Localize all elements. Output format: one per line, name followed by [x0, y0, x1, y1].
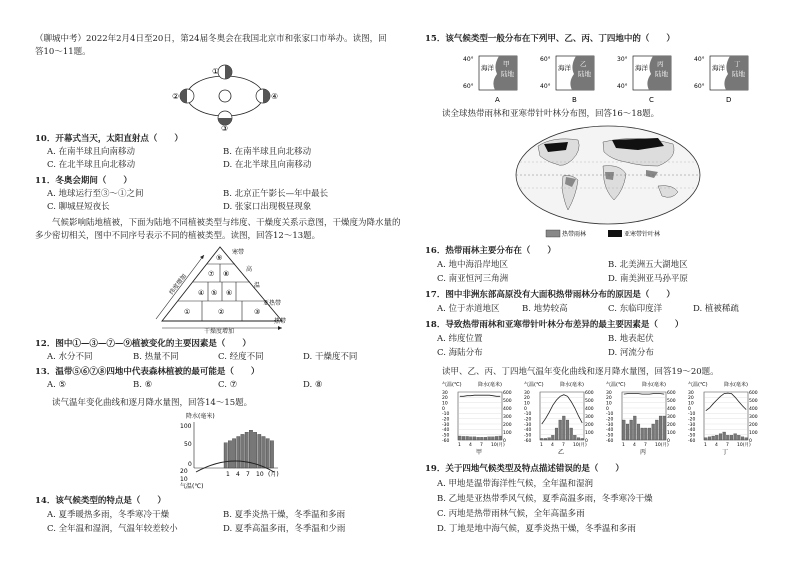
- precip-bar: [626, 424, 629, 440]
- t-tick: -10: [442, 412, 450, 418]
- precip-bar: [473, 437, 476, 440]
- precip-axis-label: 降水(毫米): [560, 382, 584, 388]
- orbit-label: ③: [221, 124, 229, 132]
- four-climate-charts: [440, 380, 770, 460]
- land-label: 陆地: [655, 70, 668, 78]
- precip-bar: [466, 436, 469, 440]
- q14-option-b[interactable]: B. 夏季炎热干燥，冬季温和多雨: [223, 510, 346, 520]
- t-tick: 20: [524, 396, 530, 402]
- vegetation-triangle: [150, 243, 290, 335]
- q10-option-b[interactable]: B. 在南半球且向北移动: [223, 147, 312, 157]
- month-tick: 10(月): [737, 443, 751, 448]
- precip-bar: [480, 437, 483, 440]
- t-tick: 30: [524, 390, 530, 396]
- intro-line1: （聊城中考）2022年2月4日至20日，第24届冬奥会在我国北京市和张家口市举办。读图，回: [35, 34, 387, 44]
- precip-bar: [648, 428, 651, 440]
- precip-bar: [232, 439, 235, 468]
- precip-bar: [458, 436, 461, 440]
- p-tick: 0: [503, 438, 506, 444]
- precip-bar: [630, 420, 633, 440]
- q17-option-b[interactable]: B. 地势较高: [522, 304, 568, 314]
- triangle-cell: ①: [184, 308, 191, 316]
- q16-option-a[interactable]: A. 地中海沿岸地区: [437, 260, 509, 270]
- t-tick: -10: [606, 412, 614, 418]
- p-tick: 500: [503, 398, 512, 404]
- precip-bar: [237, 437, 240, 469]
- precip-bar: [633, 416, 636, 440]
- q15-map-a[interactable]: [463, 50, 533, 106]
- precip-bar: [245, 432, 248, 468]
- month-tick: 1: [226, 471, 230, 478]
- zone-label: 热带: [274, 318, 287, 325]
- q17-option-c[interactable]: C. 东临印度洋: [608, 304, 663, 314]
- month-tick: 7: [562, 443, 565, 448]
- precip-bar: [484, 437, 487, 440]
- q17-option-d[interactable]: D. 植被稀疏: [693, 304, 739, 314]
- month-tick: 1: [622, 443, 625, 448]
- sea-label: 海洋: [481, 64, 494, 72]
- precip-bar: [488, 437, 491, 440]
- t-tick: -20: [524, 417, 532, 423]
- q18-option-d[interactable]: D. 河流分布: [608, 348, 654, 358]
- p-tick: 100: [585, 430, 594, 436]
- zone-label: 温: [254, 282, 261, 289]
- p-tick: 0: [667, 438, 670, 444]
- p-tick: 600: [667, 390, 676, 396]
- triangle-cell: ③: [254, 308, 261, 316]
- t-tick: -60: [442, 438, 450, 444]
- month-tick: 1: [704, 443, 707, 448]
- p-tick: 300: [749, 414, 758, 420]
- q12-stem: 12．图中①—③—⑦—⑨植被变化的主要因素是（ ）: [35, 339, 251, 349]
- land-label: 陆地: [732, 70, 745, 78]
- q18-option-a[interactable]: A. 纬度位置: [437, 334, 483, 344]
- sea-label: 海洋: [712, 64, 725, 72]
- month-tick: 4: [551, 443, 554, 448]
- precip-bar: [224, 443, 227, 468]
- triangle-cell: ⑥: [226, 289, 233, 297]
- orbit-label: ②: [172, 92, 180, 101]
- precip-bar: [741, 437, 744, 440]
- precip-bar: [663, 416, 666, 440]
- t-tick: 10: [180, 476, 188, 483]
- q16-stem: 16．热带雨林主要分布在（ ）: [425, 246, 556, 256]
- precip-bar: [559, 420, 562, 440]
- t-tick: -20: [606, 417, 614, 423]
- q18-stem: 18．导致热带雨林和亚寒带针叶林分布差异的最主要因素是（ ）: [425, 320, 684, 330]
- q15-map-b[interactable]: [540, 50, 610, 106]
- q19-option-a[interactable]: A. 甲地是温带海洋性气候，全年温和湿润: [437, 479, 594, 489]
- q17-stem: 17．图中非洲东部高原没有大面积热带雨林分布的原因是（ ）: [425, 290, 675, 300]
- p-tick: 100: [667, 430, 676, 436]
- precip-bar: [719, 434, 722, 440]
- precip-bar: [708, 437, 711, 440]
- precip-bar: [730, 435, 733, 440]
- q15-map-d[interactable]: [694, 50, 764, 106]
- q11-stem: 11．冬奥会期间（ ）: [35, 176, 132, 186]
- p-tick: 400: [749, 406, 758, 412]
- zone-label: 寒带: [232, 249, 245, 256]
- precip-bar: [655, 420, 658, 440]
- precip-bar: [715, 435, 718, 440]
- precip-bar: [266, 439, 269, 468]
- p-tick: 50: [184, 441, 192, 448]
- t-tick: 10: [688, 401, 694, 407]
- precip-bar: [622, 420, 625, 440]
- t-tick: 30: [442, 390, 448, 396]
- month-tick: 7: [726, 443, 729, 448]
- precip-bar: [573, 435, 576, 440]
- q13-option-d[interactable]: D. ⑧: [303, 380, 323, 390]
- t-tick: -20: [688, 417, 696, 423]
- p-tick: 200: [749, 422, 758, 428]
- zone-label: 高: [246, 266, 253, 273]
- place-label: 丁: [734, 60, 741, 68]
- precip-bar: [495, 436, 498, 440]
- p-tick: 100: [503, 430, 512, 436]
- intro2-line2: 多少密切相关，图中不同序号表示不同的植被类型。读图，回答12～13题。: [35, 231, 321, 241]
- q16-option-c[interactable]: C. 南亚恒河三角洲: [437, 274, 509, 284]
- month-tick: 1: [540, 443, 543, 448]
- orbit-label: ①: [212, 67, 220, 76]
- precip-bar: [562, 416, 565, 440]
- lat-label: 30°: [617, 56, 628, 63]
- p-tick: 300: [503, 414, 512, 420]
- q14-option-a[interactable]: A. 夏季暖热多雨，冬季寒冷干燥: [47, 510, 170, 520]
- q10-stem: 10．开幕式当天，太阳直射点（ ）: [35, 134, 183, 144]
- climate-chart-0: [442, 381, 512, 456]
- month-tick: 7: [480, 443, 483, 448]
- p-tick: 100: [749, 430, 758, 436]
- zone-label: 亚热带: [263, 300, 282, 307]
- month-tick: 4: [633, 443, 636, 448]
- p-tick: 100: [180, 423, 192, 430]
- q16-option-b[interactable]: B. 北美洲五大湖地区: [608, 260, 688, 270]
- intro4: 读全球热带雨林和亚寒带针叶林分布图，回答16～18题。: [425, 109, 660, 119]
- p-tick: 300: [667, 414, 676, 420]
- p-tick: 0: [749, 438, 752, 444]
- p-tick: 200: [503, 422, 512, 428]
- climate-chart-q14: [166, 410, 286, 490]
- chart-name: 乙: [558, 449, 565, 456]
- q10-option-d[interactable]: D. 在北半球且向南移动: [223, 160, 312, 170]
- t-tick: -50: [442, 433, 450, 439]
- intro-line2: 答10～11题。: [35, 47, 91, 57]
- p-tick: 600: [503, 390, 512, 396]
- q19-option-c[interactable]: C. 丙地是热带雨林气候，全年高温多雨: [437, 509, 585, 519]
- intro3: 读气温年变化曲线和逐月降水量图，回答14～15题。: [35, 398, 253, 408]
- precip-bar: [566, 420, 569, 440]
- legend-rainforest: 热带雨林: [562, 231, 587, 238]
- t-tick: -40: [442, 428, 450, 434]
- lat-label: 40°: [617, 83, 628, 90]
- precip-bar: [555, 428, 558, 440]
- q13-option-c[interactable]: C. ⑦: [218, 380, 238, 390]
- precip-bar: [253, 432, 256, 468]
- month-tick: 10(月): [491, 443, 505, 448]
- precip-bar: [491, 437, 494, 440]
- q11-option-a[interactable]: A. 地球运行至③～①之间: [47, 189, 144, 199]
- p-tick: 600: [585, 390, 594, 396]
- t-tick: 20: [688, 396, 694, 402]
- t-tick: 20: [180, 468, 188, 475]
- place-label: 甲: [503, 60, 510, 68]
- sun-icon: [219, 90, 231, 102]
- q15-stem: 15．该气候类型一般分布在下列甲、乙、丙、丁四地中的（ ）: [425, 34, 675, 44]
- q14-option-c[interactable]: C. 全年温和湿润，气温年较差较小: [47, 524, 178, 534]
- triangle-cell: ②: [218, 308, 225, 316]
- triangle-cell: ④: [198, 289, 205, 297]
- map-option-label: B: [572, 96, 577, 104]
- world-vegetation-map: [508, 122, 708, 240]
- q10-option-a[interactable]: A. 在南半球且向南移动: [47, 147, 136, 157]
- precip-bar: [477, 437, 480, 440]
- map-option-label: C: [649, 96, 654, 104]
- q19-option-b[interactable]: B. 乙地是亚热带季风气候，夏季高温多雨，冬季寒冷干燥: [437, 494, 653, 504]
- p-tick: 200: [667, 422, 676, 428]
- month-tick: 10(月): [655, 443, 669, 448]
- t-tick: -20: [442, 417, 450, 423]
- q14-option-d[interactable]: D. 夏季高温多雨，冬季温和少雨: [223, 524, 346, 534]
- q18-option-b[interactable]: B. 地表起伏: [608, 334, 654, 344]
- earth-orbit-diagram: [170, 60, 280, 132]
- precip-bar: [499, 436, 502, 440]
- month-tick: 4: [469, 443, 472, 448]
- t-tick: -10: [524, 412, 532, 418]
- t-tick: -30: [606, 422, 614, 428]
- climate-chart-3: [688, 381, 758, 456]
- latitude-axis-label: 纬度增加: [168, 272, 189, 297]
- p-tick: 400: [503, 406, 512, 412]
- t-tick: -60: [524, 438, 532, 444]
- temp-axis-label: 气温(℃): [606, 382, 626, 388]
- intro5: 读甲、乙、丙、丁四地气温年变化曲线和逐月降水量图，回答19～20题。: [425, 367, 719, 377]
- sea-label: 海洋: [635, 64, 648, 72]
- month-tick: 7: [644, 443, 647, 448]
- t-tick: 20: [442, 396, 448, 402]
- q14-stem: 14．该气候类型的特点是（ ）: [35, 496, 166, 506]
- q17-option-a[interactable]: A. 位于赤道地区: [437, 304, 500, 314]
- precip-bar: [544, 438, 547, 440]
- p-tick: 200: [585, 422, 594, 428]
- lat-label: 40°: [540, 83, 551, 90]
- t-tick: 10: [606, 401, 612, 407]
- q12-option-b[interactable]: B. 热量不同: [133, 352, 179, 362]
- precip-axis-label: 降水(毫米): [724, 382, 748, 388]
- precip-bar: [577, 438, 580, 440]
- t-tick: -10: [688, 412, 696, 418]
- precip-axis-label: 降水(毫米): [186, 413, 215, 420]
- precip-bar: [469, 437, 472, 440]
- map-option-label: D: [726, 96, 732, 104]
- triangle-cell: ⑨: [216, 254, 223, 262]
- dryness-axis-label: 干燥度增加: [204, 328, 235, 335]
- q19-stem: 19．关于四地气候类型及特点描述错误的是（ ）: [425, 464, 624, 474]
- t-tick: 20: [606, 396, 612, 402]
- month-tick: 1: [458, 443, 461, 448]
- temp-axis-label: 气温(℃): [524, 382, 544, 388]
- t-tick: -50: [606, 433, 614, 439]
- t-tick: -30: [688, 422, 696, 428]
- lat-label: 40°: [463, 56, 474, 63]
- t-tick: 30: [688, 390, 694, 396]
- precip-bar: [737, 435, 740, 440]
- precip-bar: [641, 428, 644, 440]
- q11-option-c[interactable]: C. 聊城昼短夜长: [47, 202, 110, 212]
- temp-axis-label: 气温(℃): [688, 382, 708, 388]
- month-unit: (月): [268, 471, 279, 478]
- t-tick: 0: [524, 406, 527, 412]
- t-tick: -50: [524, 433, 532, 439]
- month-tick: 10(月): [573, 443, 587, 448]
- q13-option-b[interactable]: B. ⑥: [133, 380, 153, 390]
- lat-label: 60°: [463, 83, 474, 90]
- q15-map-c[interactable]: [617, 50, 687, 106]
- p-tick: 600: [749, 390, 758, 396]
- t-tick: -30: [524, 422, 532, 428]
- precip-bar: [644, 428, 647, 440]
- chart-name: 甲: [476, 449, 483, 456]
- precip-bar: [540, 438, 543, 440]
- sea-label: 海洋: [558, 64, 571, 72]
- precip-bar: [712, 436, 715, 440]
- precip-axis-label: 降水(毫米): [642, 382, 666, 388]
- month-tick: 4: [236, 471, 240, 478]
- q12-option-d[interactable]: D. 干燥度不同: [303, 352, 358, 362]
- triangle-cell: ⑦: [208, 270, 215, 278]
- precip-bar: [258, 434, 261, 468]
- t-tick: 30: [606, 390, 612, 396]
- month-tick: 7: [246, 471, 250, 478]
- p-tick: 0: [585, 438, 588, 444]
- intro2-line1: 气候影响陆地植被，下面为陆地不同植被类型与纬度、干燥度关系示意图，干燥度为降水量的: [35, 218, 401, 228]
- t-tick: -40: [688, 428, 696, 434]
- orbit-label: ④: [271, 92, 279, 101]
- q10-option-c[interactable]: C. 在北半球且向北移动: [47, 160, 136, 170]
- precip-bar: [462, 436, 465, 440]
- precip-bar: [270, 441, 273, 468]
- lat-label: 60°: [694, 83, 705, 90]
- p-tick: 0: [188, 461, 192, 468]
- land-label: 陆地: [578, 70, 591, 78]
- p-tick: 400: [585, 406, 594, 412]
- land-label: 陆地: [501, 70, 514, 78]
- chart-name: 丁: [722, 449, 729, 456]
- precip-bar: [659, 416, 662, 440]
- precip-bar: [726, 435, 729, 440]
- map-option-label: A: [495, 96, 500, 104]
- month-tick: 10: [256, 471, 264, 478]
- rainforest-region: [605, 172, 614, 180]
- t-tick: 0: [606, 406, 609, 412]
- temp-axis-label: 气温(℃): [180, 483, 204, 490]
- precip-bar: [581, 438, 584, 440]
- precip-bar: [723, 432, 726, 440]
- place-label: 乙: [580, 60, 587, 68]
- t-tick: 0: [442, 406, 445, 412]
- q19-option-d[interactable]: D. 丁地是地中海气候，夏季炎热干燥，冬季温和多雨: [437, 524, 636, 534]
- t-tick: -40: [606, 428, 614, 434]
- climate-chart-1: [524, 381, 594, 456]
- p-tick: 300: [585, 414, 594, 420]
- precip-bar: [548, 438, 551, 440]
- q11-option-d[interactable]: D. 张家口出现极昼现象: [223, 202, 312, 212]
- chart-name: 丙: [640, 449, 647, 456]
- t-tick: -60: [688, 438, 696, 444]
- legend-taiga: 亚寒带针叶林: [624, 231, 661, 238]
- precip-bar: [637, 424, 640, 440]
- q11-option-b[interactable]: B. 北京正午影长—年中最长: [223, 189, 329, 199]
- p-tick: 400: [667, 406, 676, 412]
- p-tick: 500: [749, 398, 758, 404]
- t-tick: -60: [606, 438, 614, 444]
- q12-option-c[interactable]: C. 经度不同: [218, 352, 264, 362]
- p-tick: 500: [585, 398, 594, 404]
- lat-label: 40°: [694, 56, 705, 63]
- place-label: 丙: [657, 60, 664, 68]
- t-tick: 0: [688, 406, 691, 412]
- lat-label: 60°: [540, 56, 551, 63]
- month-tick: 4: [715, 443, 718, 448]
- precip-bar: [745, 438, 748, 440]
- precip-bar: [241, 434, 244, 468]
- precip-bar: [652, 424, 655, 440]
- precip-bar: [228, 441, 231, 468]
- q13-stem: 13．温带⑤⑥⑦⑧四地中代表森林植被的最可能是（ ）: [35, 367, 260, 377]
- triangle-cell: ⑤: [211, 289, 218, 297]
- t-tick: -50: [688, 433, 696, 439]
- t-tick: 10: [442, 401, 448, 407]
- p-tick: 500: [667, 398, 676, 404]
- t-tick: -40: [524, 428, 532, 434]
- temp-axis-label: 气温(℃): [442, 382, 462, 388]
- q16-option-d[interactable]: D. 南美洲亚马孙平原: [608, 274, 688, 284]
- t-tick: 10: [524, 401, 530, 407]
- q12-option-a[interactable]: A. 水分不同: [47, 352, 93, 362]
- precip-bar: [570, 428, 573, 440]
- triangle-cell: ⑧: [223, 270, 230, 278]
- q18-option-c[interactable]: C. 海陆分布: [437, 348, 483, 358]
- q13-option-a[interactable]: A. ⑤: [47, 380, 67, 390]
- climate-chart-2: [606, 381, 676, 456]
- precip-axis-label: 降水(毫米): [478, 382, 502, 388]
- precip-bar: [262, 437, 265, 469]
- precip-bar: [551, 435, 554, 440]
- precip-bar: [704, 438, 707, 440]
- t-tick: -30: [442, 422, 450, 428]
- precip-bar: [734, 434, 737, 440]
